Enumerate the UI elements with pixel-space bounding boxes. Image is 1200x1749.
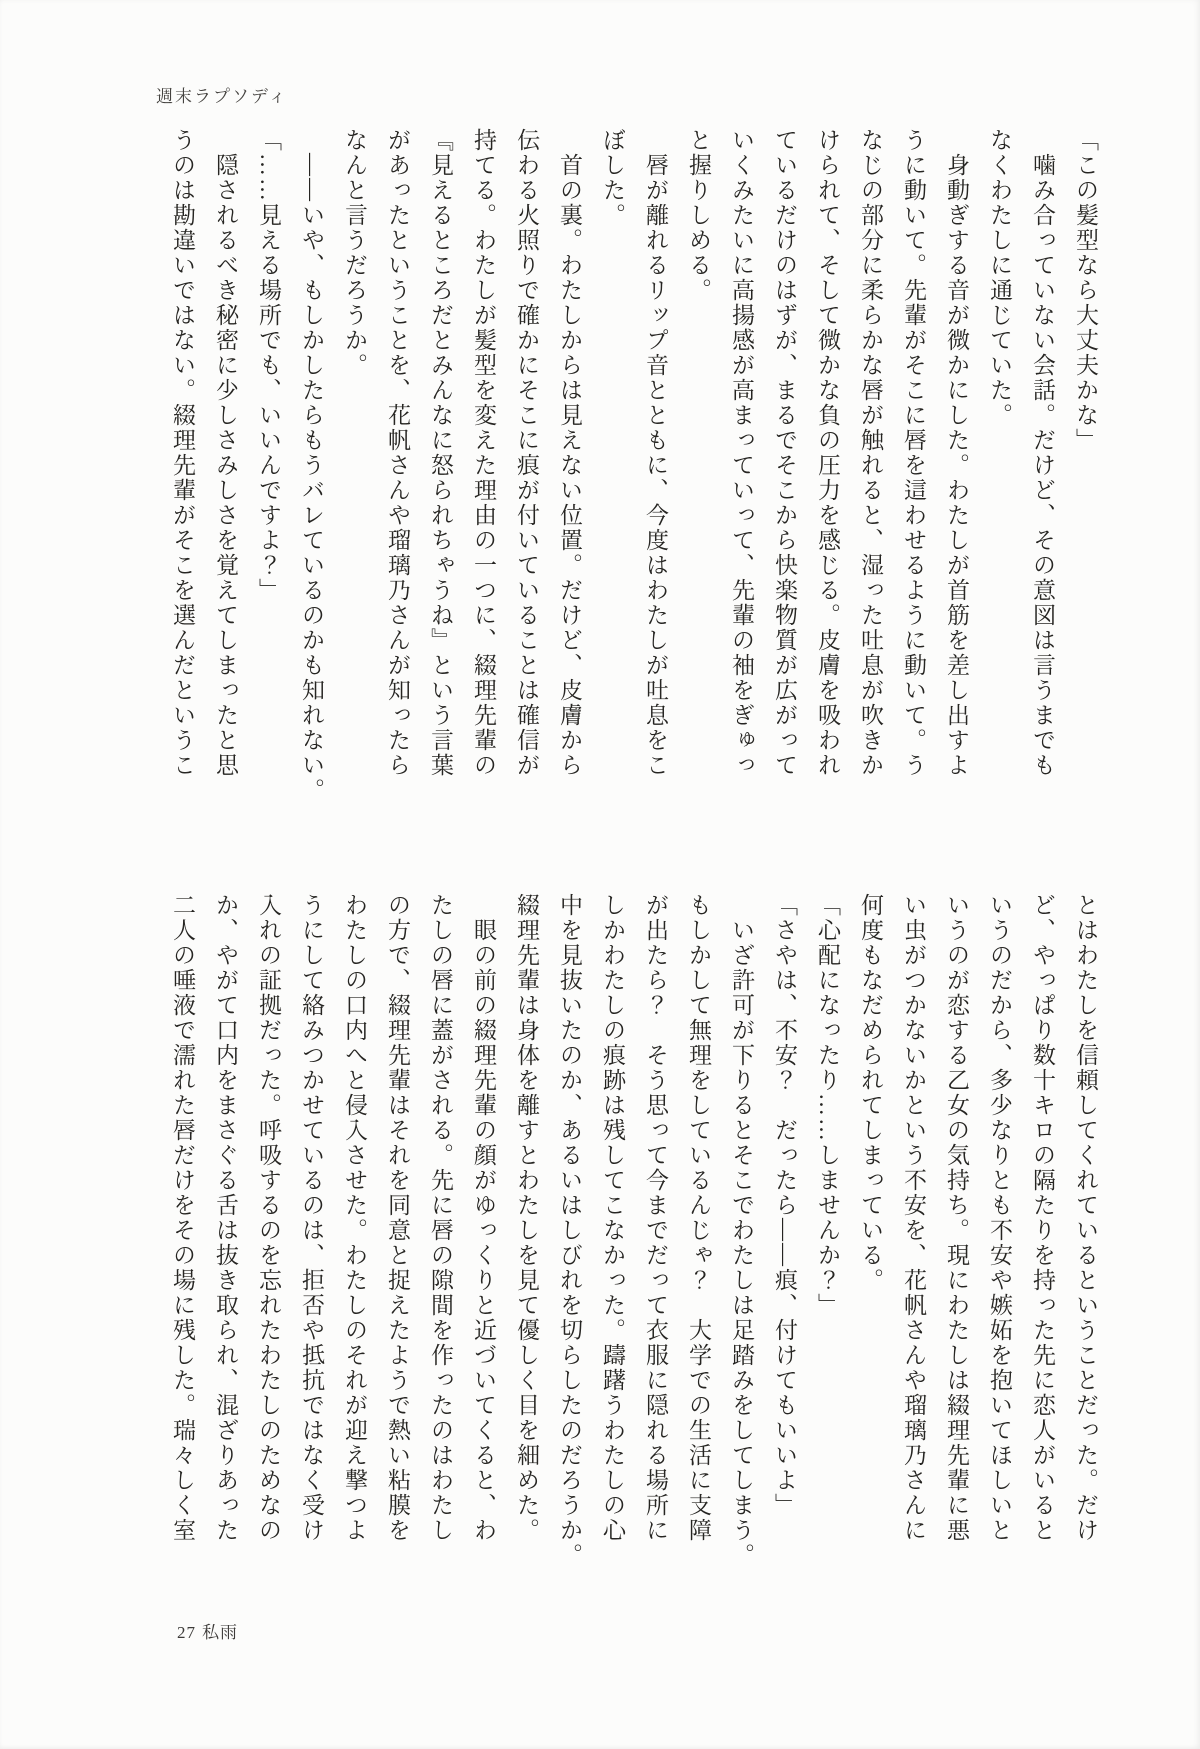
text-column: があったということを、花帆さんや瑠璃乃さんが知ったら (385, 128, 410, 778)
text-column: と握りしめる。 (686, 128, 711, 303)
text-column: 綴理先輩は身体を離すとわたしを見て優しく目を細めた。 (514, 893, 539, 1543)
text-column: うのは勘違いではない。綴理先輩がそこを選んだというこ (170, 128, 195, 778)
text-block-bottom (161, 893, 1107, 1585)
text-column: うに動いて。先輩がそこに唇を這わせるように動いて。う (901, 128, 926, 778)
text-column: 首の裏。わたしからは見えない位置。だけど、皮膚から (557, 128, 582, 778)
text-column: 「……見える場所でも、いいんですよ？」 (256, 128, 281, 603)
text-column: 身動ぎする音が微かにした。わたしが首筋を差し出すよ (944, 128, 969, 778)
text-block-top (161, 128, 1107, 818)
text-column: 持てる。わたしが髪型を変えた理由の一つに、綴理先輩の (471, 128, 496, 778)
text-column: ぼした。 (600, 128, 625, 228)
text-column: たしの唇に蓋がされる。先に唇の隙間を作ったのはわたし (428, 893, 453, 1543)
page-footer (177, 1618, 238, 1643)
running-header-title: 週末ラプソディ (156, 87, 288, 106)
text-column: いうのだから、多少なりとも不安や嫉妬を抱いてほしいと (987, 893, 1012, 1543)
text-column: い虫がつかないかという不安を、花帆さんや瑠璃乃さんに (901, 893, 926, 1543)
text-column: なくわたしに通じていた。 (987, 128, 1012, 428)
text-column: か、やがて口内をまさぐる舌は抜き取られ、混ざりあった (213, 893, 238, 1543)
text-column: なんと言うだろうか。 (342, 128, 367, 378)
text-column: 伝わる火照りで確かにそこに痕が付いていることは確信が (514, 128, 539, 778)
text-column: いざ許可が下りるとそこでわたしは足踏みをしてしまう。 (729, 893, 754, 1568)
text-column: わたしの口内へと侵入させた。わたしのそれが迎え撃つよ (342, 893, 367, 1543)
text-column: 噛み合っていない会話。だけど、その意図は言うまでも (1030, 128, 1055, 778)
text-column: もしかして無理をしているんじゃ？ 大学での生活に支障 (686, 893, 711, 1543)
text-column: 入れの証拠だった。呼吸するのを忘れたわたしのためなの (256, 893, 281, 1543)
text-column: 眼の前の綴理先輩の顔がゆっくりと近づいてくると、わ (471, 893, 496, 1543)
text-column: ――いや、もしかしたらもうバレているのかも知れない。 (299, 128, 324, 803)
text-column: いうのが恋する乙女の気持ち。現にわたしは綴理先輩に悪 (944, 893, 969, 1543)
text-column: 「心配になったり……しませんか？」 (815, 893, 840, 1318)
text-column: の方で、綴理先輩はそれを同意と捉えたようで熱い粘膜を (385, 893, 410, 1543)
text-column: ているだけのはずが、まるでそこから快楽物質が広がって (772, 128, 797, 778)
text-column: なじの部分に柔らかな唇が触れると、湿った吐息が吹きか (858, 128, 883, 778)
text-column: いくみたいに高揚感が高まっていって、先輩の袖をぎゅっ (729, 128, 754, 778)
text-column: けられて、そして微かな負の圧力を感じる。皮膚を吸われ (815, 128, 840, 778)
text-column: 「さやは、不安？ だったら――痕、付けてもいいよ」 (772, 893, 797, 1518)
text-column: 唇が離れるリップ音とともに、今度はわたしが吐息をこ (643, 128, 668, 778)
text-column: 何度もなだめられてしまっている。 (858, 893, 883, 1293)
text-column: うにして絡みつかせているのは、拒否や抵抗ではなく受け (299, 893, 324, 1543)
text-column: 「この髪型なら大丈夫かな」 (1073, 128, 1098, 453)
text-column: とはわたしを信頼してくれているということだった。だけ (1073, 893, 1098, 1543)
text-column: 『見えるところだとみんなに怒られちゃうね』という言葉 (428, 128, 453, 778)
text-column: ど、やっぱり数十キロの隔たりを持った先に恋人がいると (1030, 893, 1055, 1543)
text-column: 二人の唾液で濡れた唇だけをその場に残した。瑞々しく室 (170, 893, 195, 1543)
text-column: しかわたしの痕跡は残してこなかった。躊躇うわたしの心 (600, 893, 625, 1543)
chapter-title: 私雨 (202, 1623, 238, 1642)
text-column: 隠されるべき秘密に少しさみしさを覚えてしまったと思 (213, 128, 238, 778)
text-column: が出たら？ そう思って今までだって衣服に隠れる場所に (643, 893, 668, 1543)
text-column: 中を見抜いたのか、あるいはしびれを切らしたのだろうか。 (557, 893, 582, 1568)
page-number: 27 (177, 1623, 196, 1642)
